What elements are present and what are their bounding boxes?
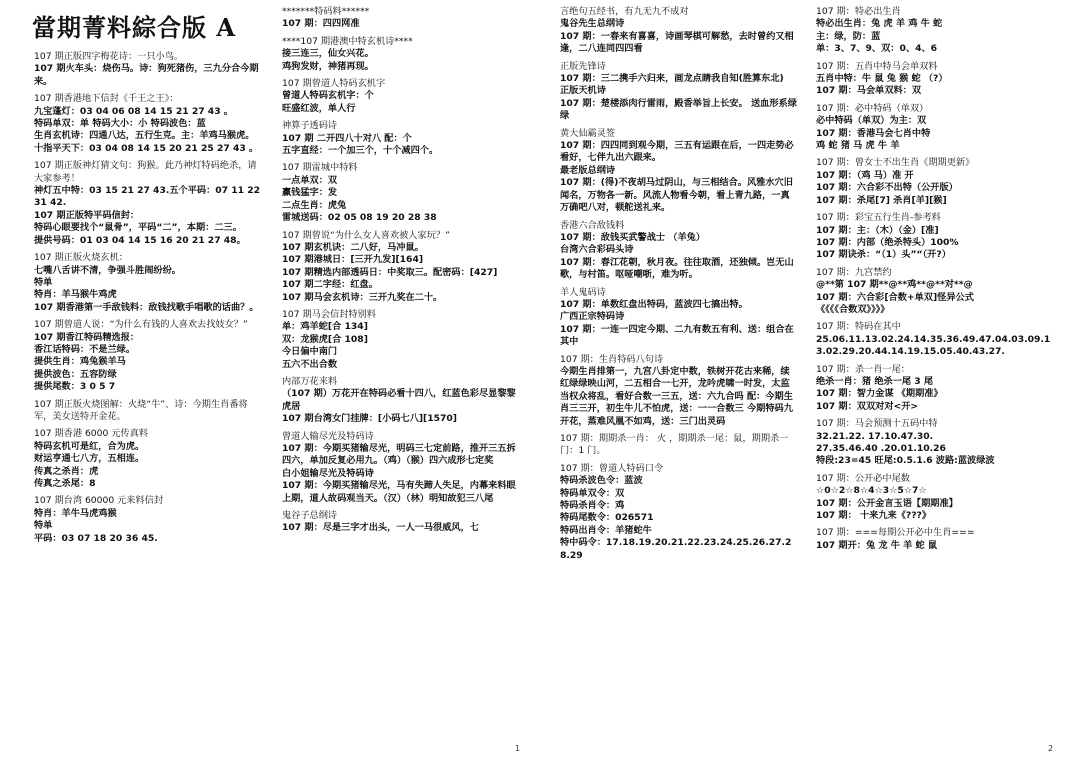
text-block [816, 418, 1056, 468]
text-block [816, 364, 1056, 414]
text-block [34, 93, 262, 155]
text-block [560, 61, 798, 123]
text-line: @**第 107 期**@**鸡**@**对**@ [816, 279, 973, 291]
page-number-2: 2 [1048, 744, 1054, 753]
text-line: 羊人鬼码诗 [560, 286, 606, 298]
text-line: 107 期：敌钱买武警战士 （羊兔） [560, 231, 706, 243]
text-line: 提供尾数：3 0 5 7 [34, 381, 116, 393]
text-line: 107 期：曾道人特码口令 [560, 462, 664, 474]
text-line: 广西正宗特码诗 [560, 311, 625, 323]
text-line: 107 期：今期买猪输尽光，马有失蹄人失足，内幕来料眼上期，道人故码观当天。（汉）（林）明知故犯三八尾 [282, 480, 516, 504]
text-line: 107 期：双双对对<开> [816, 400, 919, 412]
text-block [816, 473, 1056, 523]
text-line: 正版先锋诗 [560, 60, 606, 72]
text-line: 107 期：主：（木）（金）[准] [816, 224, 939, 236]
text-line: 107 期正版火烧图解：火烧“牛”、诗：今期生肖番将军，美女送特开金花。 [34, 398, 248, 422]
text-line: 107 期二字经：红盘。 [282, 279, 378, 291]
text-block [560, 287, 798, 349]
text-line: 107 期正版神灯猜文句：狗猴。此乃神灯特码绝杀，请大家参考！ [34, 160, 257, 184]
text-block [816, 527, 1056, 552]
text-line: 鸡狗发财，神猪再现。 [282, 60, 374, 72]
text-block [282, 162, 518, 224]
text-block [282, 309, 518, 371]
text-block [282, 120, 518, 157]
text-line: 107 期：===每期公开必中生肖=== [816, 527, 975, 539]
text-line: 平码：03 07 18 20 36 45. [34, 532, 158, 544]
text-block [282, 431, 518, 505]
text-line: 特单 [34, 276, 53, 288]
text-block [34, 160, 262, 247]
text-line: 107 期：杀尾[7] 杀肖[羊][猴] [816, 194, 947, 206]
text-line: 107 期正版特平码信封： [34, 209, 140, 221]
text-line: 107 期：公开必中尾数 [816, 472, 910, 484]
text-line: 接三连三，仙女兴花。 [282, 48, 374, 60]
text-line: 107 期：特码在其中 [816, 321, 901, 333]
text-line: 二点生肖：虎兔 [282, 199, 347, 211]
text-line: 107 期：马会预测十五码中特 [816, 418, 938, 430]
text-line: 特单 [34, 520, 53, 532]
text-block [560, 433, 798, 458]
text-line: 107 期： 十来九来《???》 [816, 510, 932, 522]
text-block [282, 6, 518, 31]
text-line: 提供波色：五容防绿 [34, 368, 117, 380]
text-block [560, 220, 798, 282]
text-line: 特码出肖令：羊猪蛇牛 [560, 524, 652, 536]
text-line: 107 期香江特码精选报： [34, 331, 140, 343]
text-block [34, 252, 262, 314]
text-block [34, 319, 262, 393]
text-line: 107 期曾道人说：“为什么有钱的人喜欢去找妓女？” [34, 319, 248, 331]
text-line: 单：鸡羊蛇[合 134] [282, 321, 368, 333]
text-line: 107 期：特必出生肖 [816, 6, 901, 17]
text-line: 旺盛红波，单人行 [282, 102, 356, 114]
text-line: 内部万花来料 [282, 375, 338, 387]
text-line: 107 期：曾女士不出生肖《期期更新》 [816, 157, 975, 169]
text-line: 提供生肖：鸡兔猴羊马 [34, 356, 126, 368]
text-line: 五肖中特：牛 鼠 兔 猴 蛇 （?） [816, 73, 948, 85]
text-block [816, 61, 1056, 98]
text-line: 五字直经：一个加三个，十个减四个。 [282, 145, 439, 157]
text-line: 五六不出合数 [282, 358, 338, 370]
text-line: 特码尾数令：026571 [560, 512, 654, 524]
text-line: 鬼谷先生总纲诗 [560, 18, 625, 30]
text-line: 特码杀波色令：蓝波 [560, 475, 643, 487]
text-line: 特肖：羊牛马虎鸡猴 [34, 507, 117, 519]
text-line: 《《《《合数双》》》》 [816, 303, 890, 315]
text-block [560, 128, 798, 215]
text-block [282, 376, 518, 426]
text-block [560, 463, 798, 562]
text-line: 107 期诀杀：“（1）头”“（开?） [816, 249, 951, 261]
text-block [816, 6, 1056, 56]
text-line: 一点单双：双 [282, 174, 338, 186]
text-block [34, 495, 262, 545]
text-block [282, 78, 518, 115]
text-line: 107 期：九宫禁约 [816, 266, 892, 278]
text-line: 台湾六合彩码头诗 [560, 244, 634, 256]
text-line: 107 期：一连一四定今期、二九有数五有利、送：组合在其中 [560, 323, 794, 348]
right-page [540, 0, 1080, 763]
text-line: 特码单双令：双 [560, 487, 625, 499]
text-line: 提供号码：01 03 04 14 15 16 20 21 27 48。 [34, 234, 246, 246]
text-line: 107 期：期期杀一肖： 火 ，期期杀一尾：鼠，期期杀一门：1 门。 [560, 433, 789, 457]
text-line: 107 期：彩宝五行生肖-参考料 [816, 212, 941, 224]
text-line: 黄大仙霸灵签 [560, 127, 616, 139]
text-line: 特肖：羊马猴牛鸡虎 [34, 289, 117, 301]
text-line: 赢钱猛字：发 [282, 187, 338, 199]
text-block [282, 230, 518, 304]
text-block [34, 428, 262, 490]
text-line: 正版天机诗 [560, 85, 606, 97]
text-line: 单：3、7、9、双：0、4、6 [816, 43, 938, 55]
text-line: 107 期：一春来有喜喜，诗画琴棋可解愁，去时曾约又相逢，二八连同四四看 [560, 30, 794, 55]
text-line: 107 期：今期买猪输尽光，明码三七定前路，推开三五拆四六，单加反复必用九。（鸡）（猴）四六成形七定奖 [282, 443, 516, 467]
text-line: 107 期曾说“为什么女人喜欢被人家玩？” [282, 229, 450, 241]
text-line: 107 期：单数红盘出特码，蓝波四七搞出特。 [560, 298, 748, 310]
text-line: 27.35.46.40 .20.01.10.26 [816, 443, 946, 454]
text-line: 财运亨通七八方，五相连。 [34, 453, 145, 465]
text-line: 107 期：楚楼添肉行雷雨，殿香举旨上长安。 送血形系绿绿 [560, 97, 797, 122]
text-line: 107 期：生肖特码八句诗 [560, 353, 664, 365]
text-line: 107 期马会信封特别料 [282, 308, 376, 320]
text-line: 107 期正版四字梅花诗：一只小鸟。 [34, 51, 184, 62]
text-line: 特码杀肖令：鸡 [560, 500, 625, 512]
text-line: 双：龙猴虎[合 108] [282, 333, 368, 345]
text-line: 107 期：（鸡 马）准 开 [816, 169, 914, 181]
text-line: 107 期：尽是三字才出头，一人一马很威风，七 [282, 522, 479, 534]
text-block [560, 354, 798, 428]
text-line: 言绝句五经书，有九无九不成对 [560, 6, 689, 17]
text-line: 107 期：内部（绝杀特头）100% [816, 236, 959, 248]
text-block [816, 157, 1056, 207]
text-line: 香江话特码：不是兰绿。 [34, 343, 136, 355]
text-line: 107 期：春江花朝，秋月夜。往往取酒，还独倾。岂无山歌，与村笛。呕哑嘲哳，难为听。 [560, 256, 794, 281]
text-line: 特必出生肖：兔 虎 羊 鸡 牛 蛇 [816, 18, 943, 30]
text-line: 25.06.11.13.02.24.14.35.36.49.47.04.03.09.13.02.29.20.44.14.19.15.05.40.43.27. [816, 333, 1051, 358]
page-number-1: 1 [515, 744, 521, 753]
text-line: 107 期马会玄机诗：三开九奖在二十。 [282, 291, 443, 303]
text-line: 曾道人特码玄机字：个 [282, 90, 374, 102]
text-line: 107 期：四四网准 [282, 18, 360, 30]
text-line: ****107 期港澳中特玄机诗**** [282, 35, 413, 47]
text-line: 107 期：马会单双料：双 [816, 85, 922, 97]
column-4 [816, 6, 1056, 741]
text-block [34, 51, 262, 88]
text-line: 32.21.22. 17.10.47.30. [816, 430, 934, 442]
text-line: 107 期台湾女门挂牌：[小码七八][1570] [282, 413, 457, 425]
text-line: 107 期：必中特码（单双） [816, 102, 929, 114]
text-line: 107 期 二开四八十对八 配：个 [282, 132, 412, 144]
text-block [816, 103, 1056, 153]
text-line: 特码玄机可是红，合为虎。 [34, 440, 145, 452]
text-line: 必中特码（单双）为主：双 [816, 115, 927, 127]
text-line: 107 期：三二携手六归来，画龙点睛我自知(胜算东北) [560, 73, 784, 85]
text-line: 主：绿，防：蓝 [816, 30, 881, 42]
text-line: 107 期香港第一手敌钱料：敌钱找歌手唱歌的话曲？。 [34, 301, 259, 313]
text-line: 神算子透码诗 [282, 120, 338, 132]
text-line: 生肖玄机诗：四通八达，五行生克。主：羊鸡马猴虎。 [34, 130, 255, 142]
text-line: 107 期：香港马会七肖中特 [816, 127, 931, 139]
page-title: 當期菁料綜合版 A [32, 13, 236, 42]
text-line: 107 期开：兔 龙 牛 羊 蛇 鼠 [816, 539, 938, 551]
text-line: 特中码令：17.18.19.20.21.22.23.24.25.26.27.28.29 [560, 537, 792, 561]
text-line: 七嘴八舌讲不清，争强斗胜闹纷纷。 [34, 264, 181, 276]
text-line: 十指平天下：03 04 08 14 15 20 21 25 27 43 。 [34, 142, 259, 154]
text-line: 特段:23=45 旺尾:0.5.1.6 波路:蓝波绿波 [816, 455, 995, 467]
text-line: 107 期：(得)不夜胡马过阴山，与三相结合。风雅水穴旧闻名，万物各一新。风流人物看今朝，看上青九路，一真万确吧八对，顿舵送礼来。 [560, 177, 793, 214]
text-block [34, 399, 262, 424]
text-line: 107 期香港 6000 元传真料 [34, 428, 148, 440]
text-line: 107 期正版火烧玄机： [34, 252, 128, 264]
text-line: *******特码料****** [282, 6, 370, 17]
text-line: 特码心眼要找个“鼠骨”，平码“二”，本期：二三。 [34, 222, 242, 234]
text-line: 107 期玄机诀：二八好，马冲鼠。 [282, 241, 424, 253]
text-line: 107 期火车头：烧伤马。诗：狗死猪伤，三九分合今期来。 [34, 63, 259, 87]
text-line: 今期生肖排第一，九宫八卦定中数，铁树开花古来稀，续红绿绿映山河，二五相合一七开，龙吟虎啸一时发，太监当权众将乱，看好合数一三五，送：六九合吗 配：今期生肖三三开，初生牛儿不怕虎，送：一一合数三 今期特码九开花，蒸难风凰不如鸡，送：三门出灵码 [560, 365, 793, 427]
text-line: ☆0☆2☆8☆4☆3☆5☆7☆ [816, 485, 927, 497]
text-line: 特码单双：单 特码大小：小 特码波色：蓝 [34, 118, 206, 130]
text-block [816, 321, 1056, 358]
text-line: 107 期港城日：[三开九发][164] [282, 254, 424, 266]
text-line: 最老版总纲诗 [560, 164, 616, 176]
text-line: 雷城送码：02 05 08 19 20 28 38 [282, 212, 437, 224]
column-1-body [34, 51, 262, 545]
text-line: 九宝蓬灯：03 04 06 08 14 15 21 27 43 。 [34, 105, 233, 117]
text-line: 107 期雷城中特料 [282, 162, 358, 174]
text-line: 107 期：公开金言玉语【期期准】 [816, 497, 958, 509]
text-block [816, 267, 1056, 317]
text-line: 107 期：六合彩不出特（公开版） [816, 182, 958, 194]
text-line: 107 期曾道人特码玄机字 [282, 78, 386, 90]
text-line: 鬼谷子总纲诗 [282, 510, 338, 522]
text-line: 107 期香港地下信封《千王之王》： [34, 93, 179, 105]
text-line: 107 期：五肖中特马会单双料 [816, 60, 938, 72]
text-block [282, 510, 518, 535]
text-line: 107 期：杀一肖一尾： [816, 363, 910, 375]
text-line: 107 期台湾 60000 元来料信封 [34, 495, 164, 507]
column-1 [34, 6, 262, 741]
text-line: 107 期：六合彩[合数+单双]怪异公式 [816, 291, 974, 303]
text-line: 白小姐输尽光及特码诗 [282, 467, 374, 479]
text-line: 神灯五中特：03 15 21 27 43.五个平码：07 11 22 31 42. [34, 185, 264, 209]
column-3 [560, 6, 798, 741]
text-line: 绝杀一肖：猪 绝杀一尾 3 尾 [816, 375, 934, 387]
text-line: 曾道人输尽光及特码诗 [282, 430, 374, 442]
text-block [282, 36, 518, 73]
text-line: 传真之杀肖：虎 [34, 465, 99, 477]
text-line: 107 期：四四同到观今期，三五有运跟在后，一四走势必看好，七伴九出六跟来。 [560, 140, 794, 164]
text-line: 今日偏中南门 [282, 346, 338, 358]
text-line: 107 期：智力金谋 《期期准》 [816, 388, 943, 400]
text-line: 鸡 蛇 猪 马 虎 牛 羊 [816, 140, 900, 152]
column-2 [282, 6, 518, 741]
text-block [560, 6, 798, 56]
text-line: （107 期）万花开在特码必看十四八，红蓝色彩尽显黎黎虎居 [282, 388, 516, 412]
text-line: 香港六合敌钱料 [560, 219, 625, 231]
text-line: 传真之杀尾：8 [34, 478, 96, 489]
text-block [816, 212, 1056, 262]
text-line: 107 期精选内部透码日：中奖取三。配密码：[427] [282, 266, 498, 278]
